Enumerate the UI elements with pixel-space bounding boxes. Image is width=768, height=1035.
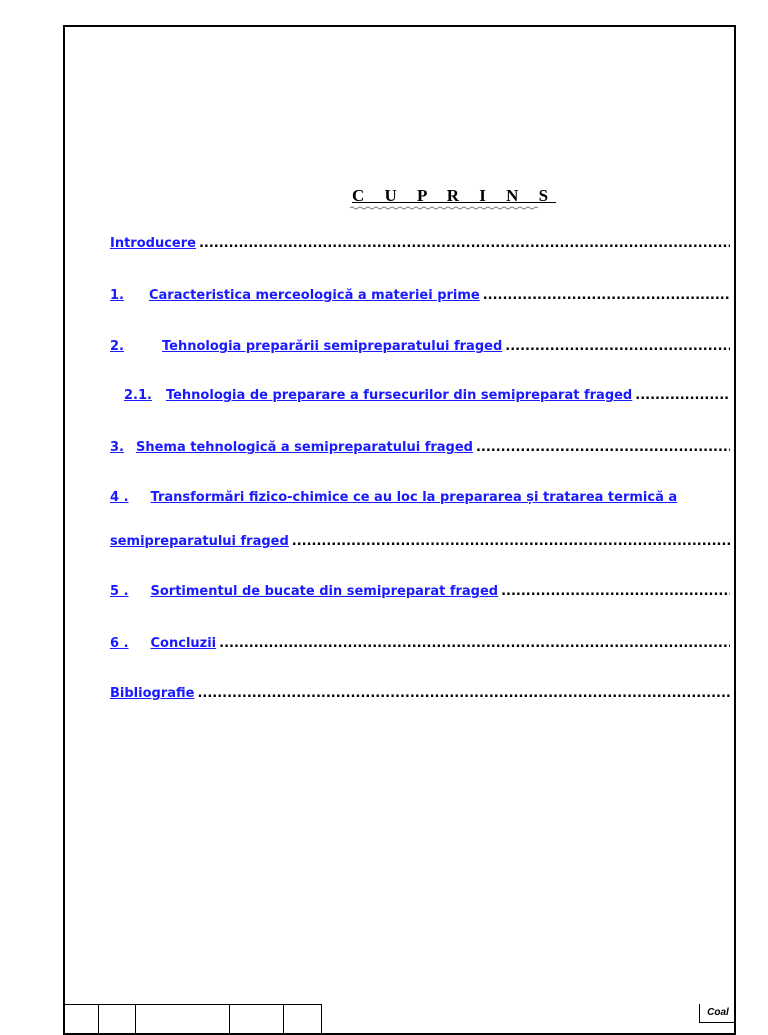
toc-number: 2. (110, 339, 124, 354)
toc-link[interactable]: Concluzii (150, 636, 217, 651)
stamp-cell-divider (135, 1004, 136, 1034)
toc-number[interactable]: 6 . (110, 636, 129, 651)
toc-dots (292, 534, 730, 549)
stamp-cell-divider (98, 1004, 99, 1034)
toc-entry-5[interactable] (110, 584, 730, 599)
toc-dots (635, 388, 730, 403)
toc-number[interactable]: 2.1. (124, 388, 152, 403)
toc-dots (476, 440, 730, 455)
toc-dots (501, 584, 730, 599)
toc-link[interactable]: semipreparatului fraged (110, 534, 289, 549)
toc-number[interactable]: 1. (110, 288, 124, 303)
toc-link[interactable]: Tehnologia de preparare a fursecurilor din semipreparat fraged (165, 388, 633, 403)
toc-entry-4-continued[interactable] (110, 534, 730, 549)
toc-entry-introducere[interactable] (110, 236, 730, 251)
stamp-cell-divider (321, 1004, 322, 1034)
toc-dots (197, 686, 730, 701)
page-title: C U P R I N S (352, 186, 557, 205)
toc-dots (483, 288, 730, 303)
toc-entry-3[interactable] (110, 440, 730, 455)
toc-number[interactable]: 3. (110, 440, 124, 455)
toc-link[interactable] (110, 339, 502, 354)
toc-entry-2-1[interactable] (124, 388, 730, 403)
toc-number[interactable]: 4 . (110, 490, 129, 505)
toc-dots (505, 339, 730, 354)
toc-link[interactable]: Transformări fizico-chimice ce au loc la prepararea și tratarea termică a (150, 490, 678, 505)
stamp-cell-divider (283, 1004, 284, 1034)
title-block-stamp (63, 1004, 736, 1034)
toc-entry-6[interactable] (110, 636, 730, 651)
toc-dots (219, 636, 730, 651)
toc-link[interactable]: Caracteristica merceologică a materiei prime (148, 288, 480, 303)
toc-label: Tehnologia preparării semipreparatului fraged (161, 339, 503, 354)
toc-number[interactable]: 5 . (110, 584, 129, 599)
toc-link[interactable]: Introducere (110, 236, 196, 251)
toc-link[interactable]: Shema tehnologică a semipreparatului fraged (135, 440, 473, 455)
toc-entry-4[interactable] (110, 490, 730, 505)
toc-dots (199, 236, 730, 251)
toc-link[interactable]: Sortimentul de bucate din semipreparat fraged (150, 584, 499, 599)
toc-entry-bibliografie[interactable] (110, 686, 730, 701)
page-frame (63, 25, 736, 1035)
toc-link[interactable]: Bibliografie (110, 686, 195, 701)
stamp-cell-divider (229, 1004, 230, 1034)
toc-entry-1[interactable] (110, 288, 730, 303)
spellcheck-squiggle (350, 206, 538, 210)
stamp-coal-label: Coal (699, 1004, 736, 1023)
toc-entry-2[interactable] (110, 339, 730, 354)
